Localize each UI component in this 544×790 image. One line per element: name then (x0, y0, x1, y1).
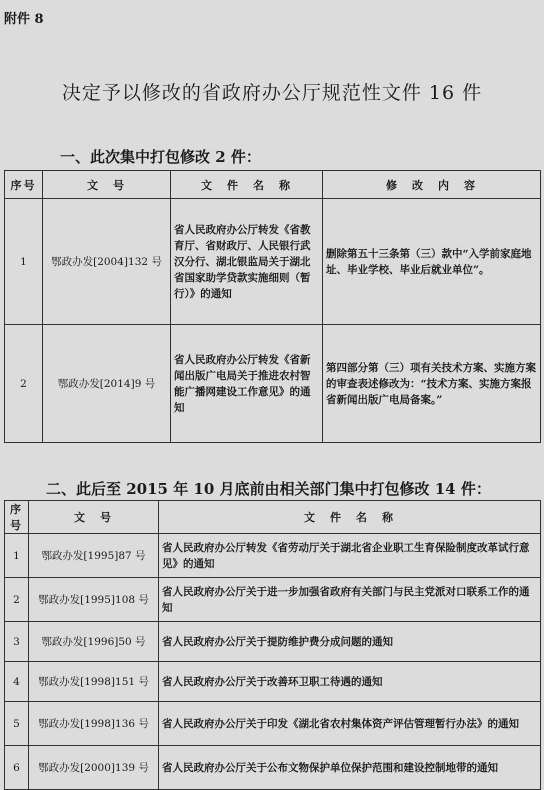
row-no: 6 (5, 746, 29, 790)
table-row (5, 622, 541, 662)
header-no: 序号 (5, 171, 43, 199)
row-no: 5 (5, 702, 29, 746)
section2-heading: 二、此后至 2015 年 10 月底前由相关部门集中打包修改 14 件： (46, 480, 491, 498)
table-row (5, 199, 541, 325)
row-name: 省人民政府办公厅关于进一步加强省政府有关部门与民主党派对口联系工作的通知 (159, 578, 541, 622)
header-name: 文 件 名 称 (171, 171, 323, 199)
row-doc-number: 鄂政办发[1998]136 号 (29, 702, 159, 746)
section2-table (4, 500, 541, 790)
row-no: 4 (5, 662, 29, 702)
header-no: 序号 (5, 501, 29, 534)
row-no: 3 (5, 622, 29, 662)
table-row (5, 662, 541, 702)
row-name: 省人民政府办公厅关于印发《湖北省农村集体资产评估管理暂行办法》的通知 (159, 702, 541, 746)
row-no: 2 (5, 325, 43, 443)
table-row (5, 702, 541, 746)
document-title: 决定予以修改的省政府办公厅规范性文件 16 件 (61, 82, 483, 104)
row-no: 2 (5, 578, 29, 622)
row-change: 删除第五十三条第（三）款中“入学前家庭地址、毕业学校、毕业后就业单位”。 (323, 199, 541, 325)
section1-heading: 一、此次集中打包修改 2 件： (60, 148, 261, 166)
table-row (5, 325, 541, 443)
row-doc-number: 鄂政办发[1998]151 号 (29, 662, 159, 702)
row-name: 省人民政府办公厅转发《省教育厅、省财政厅、人民银行武汉分行、湖北银监局关于湖北省国家助学贷款实施细则（暂行）》的通知 (171, 199, 323, 325)
row-doc-number: 鄂政办发[1995]87 号 (29, 534, 159, 578)
attachment-label: 附件 8 (4, 12, 44, 27)
row-name: 省人民政府办公厅关于提防维护费分成问题的通知 (159, 622, 541, 662)
row-change: 第四部分第（三）项有关技术方案、实施方案的审查表述修改为：“技术方案、实施方案报省新闻出版广电局备案。” (323, 325, 541, 443)
row-name: 省人民政府办公厅转发《省劳动厅关于湖北省企业职工生育保险制度改革试行意见》的通知 (159, 534, 541, 578)
header-change: 修 改 内 容 (323, 171, 541, 199)
row-no: 1 (5, 199, 43, 325)
row-name: 省人民政府办公厅转发《省新闻出版广电局关于推进农村智能广播网建设工作意见》的通知 (171, 325, 323, 443)
row-name: 省人民政府办公厅关于改善环卫职工待遇的通知 (159, 662, 541, 702)
table-row (5, 746, 541, 790)
header-doc-number: 文 号 (29, 501, 159, 534)
section1-table (4, 170, 541, 443)
table-row (5, 578, 541, 622)
table-header-row (5, 171, 541, 199)
row-doc-number: 鄂政办发[1995]108 号 (29, 578, 159, 622)
row-doc-number: 鄂政办发[1996]50 号 (29, 622, 159, 662)
header-doc-number: 文 号 (43, 171, 171, 199)
header-name: 文 件 名 称 (159, 501, 541, 534)
table-header-row (5, 501, 541, 534)
row-name: 省人民政府办公厅关于公布文物保护单位保护范围和建设控制地带的通知 (159, 746, 541, 790)
row-doc-number: 鄂政办发[2014]9 号 (43, 325, 171, 443)
row-doc-number: 鄂政办发[2000]139 号 (29, 746, 159, 790)
table-row (5, 534, 541, 578)
row-no: 1 (5, 534, 29, 578)
row-doc-number: 鄂政办发[2004]132 号 (43, 199, 171, 325)
